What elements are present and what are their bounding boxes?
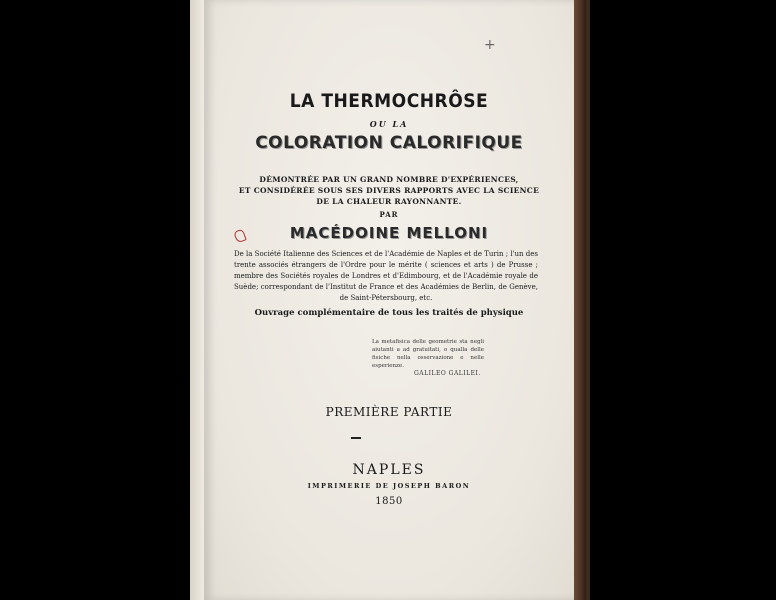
title-line-1: LA THERMOCHRÔSE [289, 90, 489, 112]
part-heading: PREMIÈRE PARTIE [325, 405, 453, 419]
subtitle [204, 174, 574, 207]
divider [351, 437, 361, 439]
publication-year: 1850 [375, 496, 403, 507]
author-affiliation: De la Société Italienne des Sciences et de l'Académie de Naples et de Turin ; l'un des trente associés étrangers de l'Ordre pour le mérite ( sciences et arts ) de Prusse ; membre des Sociétés royales de Londres et d'Edimbourg, et de l'Académie royale de Suède; correspondant de l'Institut de France et des Académies de Berlin, de Genève, de Saint-Pétersbourg, etc. [234, 250, 538, 302]
plus-mark: + [484, 37, 496, 53]
epigraph-author: GALILEO GALILEI. [414, 370, 481, 377]
epigraph: La metafisica delle geometrie sta negli aiutanti a ad gratuitati, o qualla delle fisiche nella osservazione e nelle esperienze. [372, 339, 484, 369]
author-name: MACÉDOINE MELLONI [289, 224, 489, 242]
title-line-2: COLORATION CALORIFIQUE [255, 133, 523, 153]
printer-line: IMPRIMERIE DE JOSEPH BARON [307, 482, 471, 490]
publication-city: NAPLES [352, 462, 426, 478]
par-label: PAR [379, 210, 399, 219]
title-connector: OU LA [369, 119, 409, 129]
subtitle-line: DE LA CHALEUR RAYONNANTE. [316, 197, 462, 206]
subtitle-line: DÉMONTRÉE PAR UN GRAND NOMBRE D'EXPÉRIENCES, [259, 175, 519, 184]
subtitle-line: ET CONSIDÉRÉE SOUS SES DIVERS RAPPORTS AVEC LA SCIENCE [238, 186, 540, 195]
complement-line: Ouvrage complémentaire de tous les traités de physique [254, 308, 524, 318]
cover-edge [574, 0, 586, 600]
page-edge [190, 0, 205, 600]
